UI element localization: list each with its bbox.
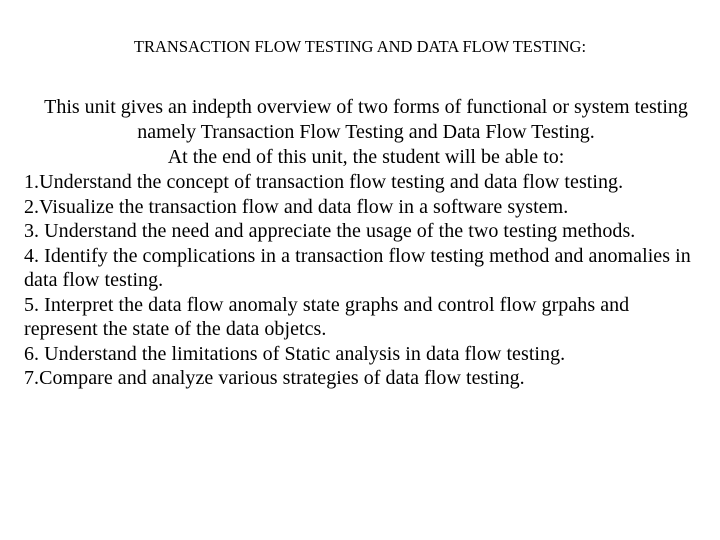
- objective-item: 4. Identify the complications in a transaction flow testing method and anomalies in data flow testing.: [24, 244, 691, 291]
- objective-item: 5. Interpret the data flow anomaly state graphs and control flow grpahs and represent the state of the data objetcs.: [24, 293, 630, 340]
- slide-title: TRANSACTION FLOW TESTING AND DATA FLOW TESTING:: [133, 37, 587, 56]
- objectives-list: [24, 170, 704, 391]
- objective-item: 7.Compare and analyze various strategies of data flow testing.: [24, 367, 525, 389]
- slide-body: [24, 95, 704, 391]
- objectives-lead: At the end of this unit, the student will be able to:: [167, 146, 565, 168]
- intro-paragraph: This unit gives an indepth overview of two forms of functional or system testing namely Transaction Flow Testing and Data Flow Testing.: [44, 96, 688, 143]
- objective-item: 3. Understand the need and appreciate the usage of the two testing methods.: [24, 220, 636, 242]
- objective-item: 2.Visualize the transaction flow and data flow in a software system.: [24, 195, 569, 218]
- objective-item: 6. Understand the limitations of Static analysis in data flow testing.: [24, 342, 566, 365]
- objective-item: 1.Understand the concept of transaction flow testing and data flow testing.: [24, 171, 624, 193]
